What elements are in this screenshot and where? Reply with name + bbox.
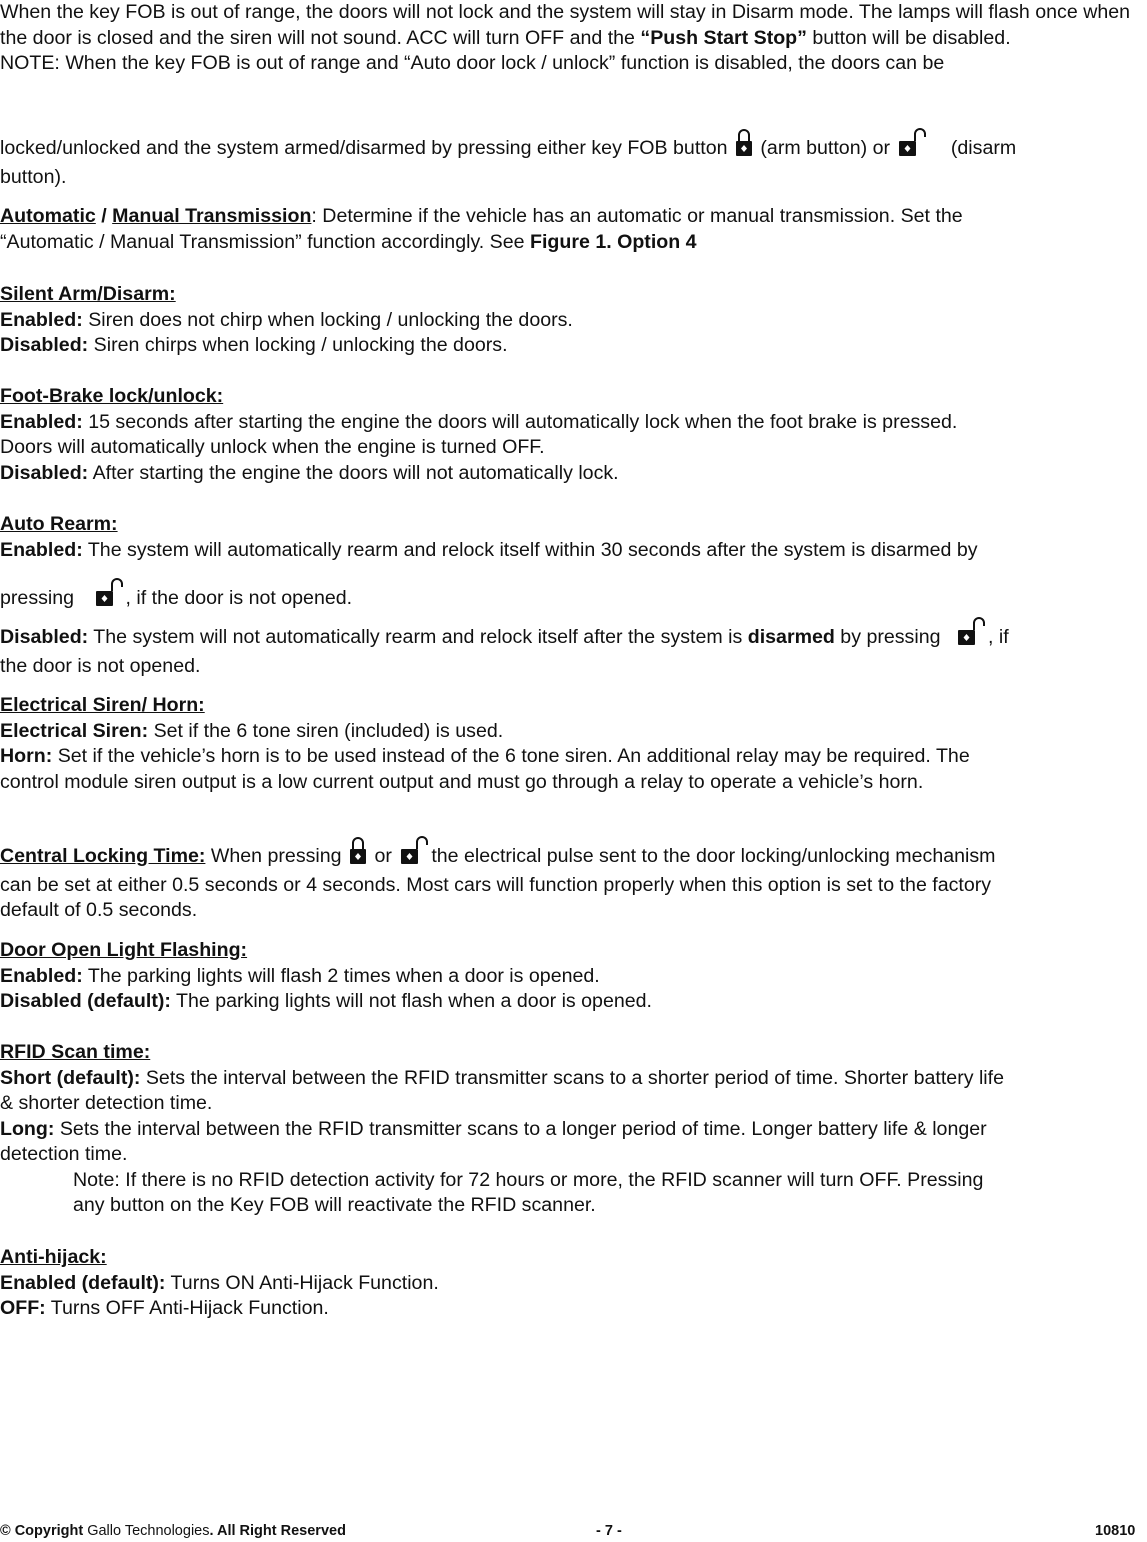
section-heading: Electrical Siren/ Horn: (0, 694, 205, 716)
page-footer (0, 1522, 1147, 1542)
note-continued: locked/unlocked and the system armed/disarmed by pressing either key FOB button (arm button) or (disarm button). (0, 127, 1147, 190)
lock-icon (349, 835, 367, 873)
section-heading: Central Locking Time: (0, 845, 206, 867)
section-heading: Foot-Brake lock/unlock: (0, 385, 224, 407)
siren-section: Electrical Siren/ Horn: Electrical Siren: Set if the 6 tone siren (included) is used. Horn: Set if the vehicle’s horn is to be used instead of the 6 tone siren. An additional relay may be required. The control module siren output is a low current output and must go through a relay to operate a vehicle’s horn. (0, 693, 1147, 795)
intro-paragraph: When the key FOB is out of range, the doors will not lock and the system will stay in Disarm mode. The lamps will flash once when the door is closed and the siren will not sound. ACC will turn OFF and the “Push Start Stop” button will be disabled. (0, 1, 1131, 49)
unlock-icon (956, 616, 986, 654)
lock-icon (735, 127, 753, 165)
door-open-section: Door Open Light Flashing: Enabled: The parking lights will flash 2 times when a door is opened. Disabled (default): The parking lights will not flash when a door is opened. (0, 938, 1147, 1015)
section-heading: Anti-hijack: (0, 1246, 107, 1268)
section-heading: Auto Rearm: (0, 513, 118, 535)
rfid-section: RFID Scan time: Short (default): Sets the interval between the RFID transmitter scans to a shorter period of time. Shorter battery life & shorter detection time. Long: Sets the interval between the RFID transmitter scans to a longer period of time. Longer battery life & longer detection time. Note: If there is no RFID detection activity for 72 hours or more, the RFID scanner will turn OFF. Pressing any button on the Key FOB will reactivate the RFID scanner. (0, 1040, 1147, 1219)
section-heading: Door Open Light Flashing: (0, 939, 248, 961)
note-line: NOTE: When the key FOB is out of range and “Auto door lock / unlock” function is disabled, the doors can be (0, 52, 945, 74)
transmission-section: Automatic / Manual Transmission: Determine if the vehicle has an automatic or manual transmission. Set the “Automatic / Manual Transmission” function accordingly. See Figure 1. Option 4 (0, 205, 963, 253)
footbrake-section: Foot-Brake lock/unlock: Enabled: 15 seconds after starting the engine the doors will automatically lock when the foot brake is pressed. Doors will automatically unlock when the engine is turned OFF. Disabled: After starting the engine the doors will not automatically lock. (0, 384, 1147, 486)
anti-hijack-section: Anti-hijack: Enabled (default): Turns ON Anti-Hijack Function. OFF: Turns OFF Anti-Hijack Function. (0, 1245, 1147, 1322)
section-heading: Automatic (0, 205, 96, 227)
silent-section: Silent Arm/Disarm: Enabled: Siren does not chirp when locking / unlocking the doors. Disabled: Siren chirps when locking / unlocking the doors. (0, 282, 1147, 359)
rfid-note: Note: If there is no RFID detection activity for 72 hours or more, the RFID scanner will turn OFF. Pressing (73, 1168, 984, 1191)
unlock-icon (94, 577, 124, 615)
central-locking-section: Central Locking Time: When pressing or the electrical pulse sent to the door locking/unlocking mechanism can be set at either 0.5 seconds or 4 seconds. Most cars will function properly when this option is set to the factory default of 0.5 seconds. (0, 835, 1147, 924)
rearm-section: Auto Rearm: Enabled: The system will automatically rearm and relock itself within 30 seconds after the system is disarmed by (0, 512, 1147, 563)
document-number: 10810 (1095, 1523, 1136, 1539)
unlock-icon (399, 835, 429, 873)
unlock-icon (897, 127, 927, 165)
page-number: - 7 - (596, 1523, 622, 1539)
rearm-disabled: Disabled: The system will not automatically rearm and relock itself after the system is disarmed by pressing , if the door is not opened. (0, 616, 1147, 679)
section-heading: Silent Arm/Disarm: (0, 283, 176, 305)
rearm-line: pressing , if the door is not opened. (0, 577, 1147, 615)
intro-section (0, 0, 1147, 77)
copyright: © Copyright Gallo Technologies. All Right Reserved (0, 1523, 346, 1539)
section-heading: RFID Scan time: (0, 1041, 151, 1063)
